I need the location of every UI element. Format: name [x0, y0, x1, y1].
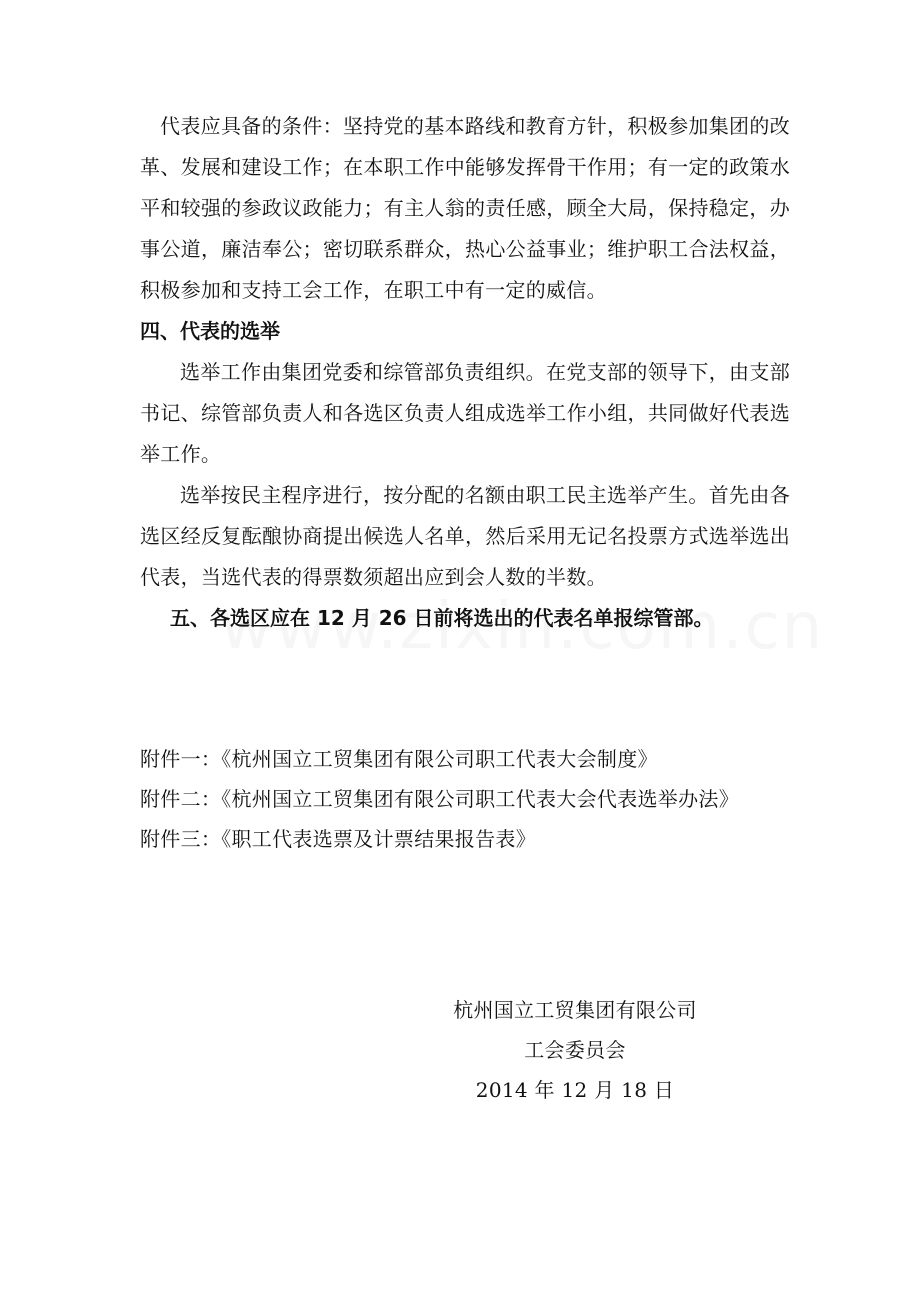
- signature-company: 杭州国立工贸集团有限公司: [453, 998, 697, 1022]
- attachment-item: 附件二：《杭州国立工贸集团有限公司职工代表大会代表选举办法》: [140, 787, 739, 811]
- signature-block: [410, 990, 740, 1110]
- paragraph-representative-conditions: 代表应具备的条件：坚持党的基本路线和教育方针，积极参加集团的改革、发展和建设工作；在本职工作中能够发挥骨干作用；有一定的政策水平和较强的参政议政能力；有主人翁的责任感，顾全大局，保持稳定，办事公道，廉洁奉公；密切联系群众，热心公益事业；维护职工合法权益，积极参加和支持工会工作，在职工中有一定的威信。: [140, 114, 790, 302]
- signature-committee: 工会委员会: [524, 1038, 626, 1062]
- section-heading-election: 四、代表的选举: [140, 319, 280, 343]
- attachment-item: 附件一：《杭州国立工贸集团有限公司职工代表大会制度》: [140, 747, 658, 771]
- signature-date: 2014 年 12 月 18 日: [475, 1078, 675, 1102]
- paragraph-election-organization: 选举工作由集团党委和综管部负责组织。在党支部的领导下，由支部书记、综管部负责人和各选区负责人组成选举工作小组，共同做好代表选举工作。: [140, 360, 790, 466]
- attachments-list: [140, 739, 820, 859]
- attachment-item: 附件三：《职工代表选票及计票结果报告表》: [140, 827, 536, 851]
- paragraph-election-procedure: 选举按民主程序进行，按分配的名额由职工民主选举产生。首先由各选区经反复酝酿协商提出候选人名单，然后采用无记名投票方式选举选出代表，当选代表的得票数须超出应到会人数的半数。: [140, 483, 790, 589]
- section-heading-deadline: 五、各选区应在 12 月 26 日前将选出的代表名单报综管部。: [170, 606, 714, 630]
- document-body: [140, 106, 790, 639]
